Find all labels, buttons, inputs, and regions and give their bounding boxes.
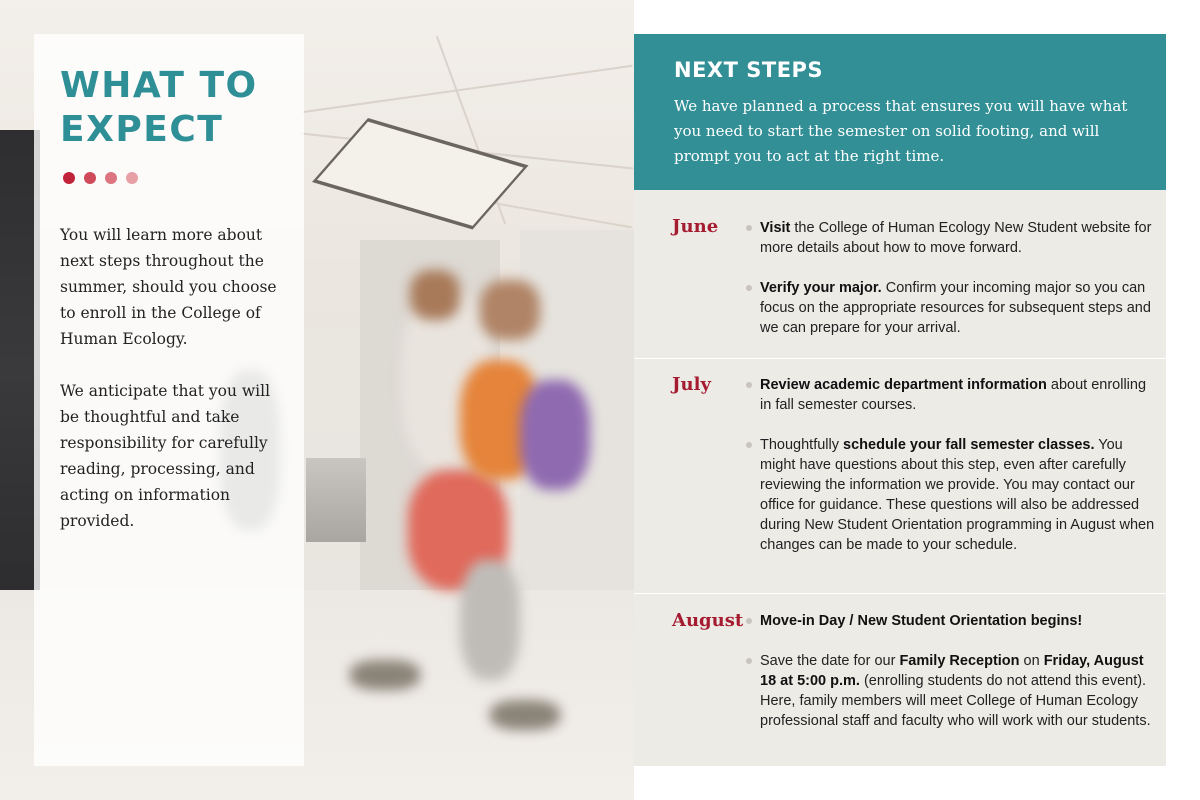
next-steps-title: NEXT STEPS <box>674 58 824 82</box>
list-item <box>746 435 1156 555</box>
bullet-icon <box>746 618 752 624</box>
emphasis-text: Move-in Day / New Student Orientation begins! <box>760 613 1083 629</box>
dot-icon <box>84 172 96 184</box>
student-head <box>410 270 460 320</box>
backpack-purple <box>520 380 590 490</box>
what-to-expect-title: WHAT TO EXPECT <box>60 65 258 150</box>
next-steps-intro: We have planned a process that ensures you will have what you need to start the semester on solid footing, and will prompt you to act at the right time. <box>674 97 1128 165</box>
list-item <box>746 651 1156 731</box>
month-row-june <box>634 190 1166 358</box>
list-item-text: Save the date for our Family Reception on Friday, August 18 at 5:00 p.m. (enrolling students do not attend this event). Here, family members will meet College of Human Ecology professional staff and faculty who will work with our students. <box>760 653 1151 729</box>
list-item-text: Review academic department information about enrolling in fall semester courses. <box>760 377 1147 413</box>
month-label: July <box>672 374 711 395</box>
expect-paragraph: We anticipate that you will be thoughtful and take responsibility for carefully reading, processing, and acting on information provided. <box>60 382 271 530</box>
emphasis-text: schedule your fall semester classes. <box>843 437 1095 453</box>
emphasis-text: Family Reception <box>899 653 1020 669</box>
list-item-text <box>760 613 1082 629</box>
bullet-icon <box>746 382 752 388</box>
decorative-dots <box>63 172 282 184</box>
emphasis-text: Verify your major. <box>760 280 882 296</box>
student-head <box>480 280 540 340</box>
month-row-july <box>634 358 1166 593</box>
list-item <box>746 375 1156 415</box>
timeline <box>634 190 1166 766</box>
emphasis-text: Review academic department information <box>760 377 1047 393</box>
bullet-icon <box>746 225 752 231</box>
shoe <box>490 700 560 730</box>
what-to-expect-panel <box>34 34 304 766</box>
list-item <box>746 611 1156 631</box>
ceiling-light <box>312 118 529 229</box>
dot-icon <box>126 172 138 184</box>
bullet-icon <box>746 285 752 291</box>
list-item <box>746 218 1156 258</box>
list-item-text: Thoughtfully schedule your fall semester classes. You might have questions about this step, even after carefully reviewing the information we provide. You may contact our office for guidance. These questions will also be addressed during New Student Orientation programming in August when changes can be made to your schedule. <box>760 437 1155 553</box>
list-item <box>746 278 1156 338</box>
water-fountain <box>306 458 366 542</box>
ceiling-grid-line <box>301 65 632 113</box>
month-label: August <box>672 610 744 631</box>
shoe <box>350 660 420 690</box>
list-item-text: Visit the College of Human Ecology New Student website for more details about how to move forward. <box>760 220 1152 256</box>
month-items <box>746 375 1156 555</box>
what-to-expect-body <box>60 222 282 534</box>
dot-icon <box>105 172 117 184</box>
month-items <box>746 218 1156 338</box>
dot-icon <box>63 172 75 184</box>
student-legs <box>460 560 520 680</box>
expect-paragraph: You will learn more about next steps throughout the summer, should you choose to enroll in the College of Human Ecology. <box>60 226 277 348</box>
month-items <box>746 611 1156 731</box>
bullet-icon <box>746 658 752 664</box>
next-steps-header <box>634 34 1166 190</box>
list-item-text: Verify your major. Confirm your incoming major so you can focus on the appropriate resources for subsequent steps and we can prepare for your arrival. <box>760 280 1151 336</box>
month-row-august <box>634 593 1166 766</box>
emphasis-text: Visit <box>760 220 791 236</box>
bullet-icon <box>746 442 752 448</box>
month-label: June <box>672 216 719 237</box>
emphasis-text: Friday, August 18 at 5:00 p.m. <box>760 653 1144 689</box>
